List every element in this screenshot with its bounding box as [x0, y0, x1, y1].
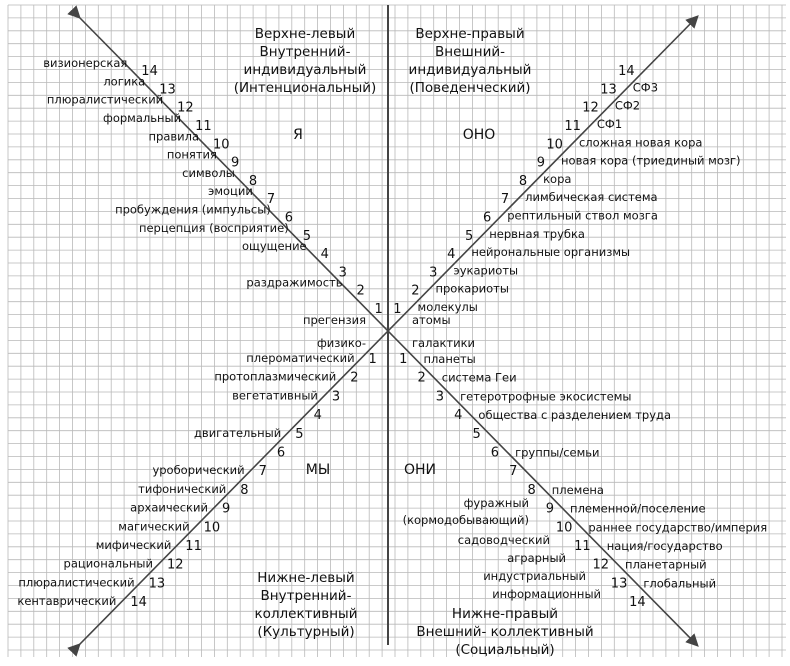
ll-number-12: 12 [166, 557, 184, 573]
lr-number-13: 13 [610, 576, 628, 592]
lr-label-8: племена [551, 482, 604, 497]
ul-number-6: 6 [284, 210, 294, 226]
ur-number-7: 7 [500, 192, 510, 208]
ul-label-5: перцепция (восприятие) [138, 220, 289, 235]
ur-number-8: 8 [518, 173, 528, 189]
ll-label-10: магический [118, 519, 190, 534]
ul-number-14: 14 [141, 64, 158, 80]
ul-label-8: символы [182, 165, 235, 180]
lr-left-label-13: информационный [492, 587, 601, 601]
ur-label-12: СФ2 [614, 98, 641, 113]
ll-title-line-4: (Культурный) [257, 624, 355, 640]
lr-label-3: гетеротрофные экосистемы [460, 389, 632, 404]
lr-number-4: 4 [454, 408, 463, 424]
ur-label-10: сложная новая кора [578, 135, 703, 150]
ll-label-13: плюралистический [18, 575, 135, 590]
ll-number-6: 6 [276, 445, 286, 461]
lr-number-8: 8 [527, 482, 536, 498]
ul-label-4: ощущение [241, 239, 307, 254]
ll-label-12: рациональный [63, 556, 153, 571]
lr-pronoun: ОНИ [403, 462, 437, 478]
ur-number-5: 5 [465, 228, 474, 244]
ll-number-10: 10 [203, 520, 221, 536]
ur-label-11: СФ1 [596, 117, 623, 131]
ul-label-6: пробуждения (импульсы) [115, 202, 271, 217]
ur-title-line-2: Внешний- [435, 44, 505, 60]
lr-number-1: 1 [399, 352, 408, 367]
ll-number-1: 1 [368, 352, 377, 367]
ur-number-14: 14 [618, 64, 635, 80]
ul-number-7: 7 [266, 192, 276, 208]
ur-number-4: 4 [447, 247, 456, 263]
ul-label-12: плюралистический [46, 92, 164, 107]
lr-label-2: система Геи [441, 370, 517, 385]
ll-number-8: 8 [240, 482, 249, 498]
ur-label-4: нейрональные организмы [471, 245, 631, 260]
ul-label-13: логика [103, 74, 146, 89]
lr-label-10: раннее государство/империя [588, 520, 768, 535]
ur-number-12: 12 [582, 100, 599, 116]
ur-title-line-1: Верхне-правый [415, 26, 525, 42]
lr-left-label-9b: (кормодобывающий) [402, 513, 529, 527]
ll-label-11: мифический [95, 538, 172, 552]
ur-label-7: лимбическая система [525, 190, 658, 205]
lr-left-label-10: садоводческий [457, 533, 550, 547]
lr-left-label-11: аграрный [507, 551, 566, 565]
ll-label-7: уроборический [152, 463, 245, 478]
ul-number-3: 3 [338, 265, 347, 281]
ul-label-11: формальный [103, 111, 182, 125]
lr-number-12: 12 [592, 557, 610, 573]
ul-label-10: правила [148, 129, 200, 144]
ul-label-9: понятия [166, 147, 217, 162]
ul-title-line-4: (Интенциональный) [233, 80, 377, 96]
ul-pronoun: Я [293, 127, 303, 143]
ur-number-2: 2 [411, 283, 420, 299]
lr-extra-label: галактики [412, 336, 476, 350]
lr-number-6: 6 [490, 445, 500, 461]
lr-number-7: 7 [509, 464, 518, 480]
ur-title-line-3: индивидуальный [408, 62, 532, 78]
ul-number-11: 11 [195, 119, 212, 134]
ur-label-5: нервная трубка [489, 226, 585, 241]
ul-label-2: раздражимость [246, 275, 343, 290]
lr-number-5: 5 [472, 426, 481, 442]
ll-title-line-2: Внутренний- [260, 588, 352, 604]
ll-label-14: кентаврический [17, 594, 117, 609]
lr-title-line-1: Нижне-правый [451, 606, 559, 622]
lr-number-3: 3 [435, 389, 445, 405]
ur-number-11: 11 [564, 119, 581, 134]
lr-number-10: 10 [555, 520, 573, 536]
ur-number-3: 3 [429, 265, 438, 281]
ul-number-13: 13 [159, 82, 176, 98]
ll-label-9: архаический [130, 500, 208, 515]
ul-label-14: визионерская [43, 56, 128, 71]
ll-number-13: 13 [148, 576, 166, 592]
ul-number-12: 12 [177, 100, 194, 116]
lr-label-4: общества с разделением труда [478, 408, 672, 423]
ur-label-9: новая кора (триединый мозг) [561, 153, 741, 168]
lr-number-9: 9 [545, 501, 555, 517]
ll-number-3: 3 [331, 389, 341, 405]
ll-label-1: плероматический [246, 351, 355, 365]
ul-number-1: 1 [374, 302, 383, 317]
lr-label-12: планетарный [625, 557, 707, 572]
ul-number-10: 10 [213, 137, 230, 153]
lr-number-11: 11 [574, 539, 591, 554]
ur-label-1: молекулы [417, 300, 478, 314]
ur-number-1: 1 [393, 302, 402, 317]
ur-title-line-4: (Поведенческий) [409, 80, 531, 96]
ur-label-13: СФ3 [632, 80, 659, 95]
ul-number-5: 5 [302, 228, 311, 244]
lr-title-line-2: Внешний- коллективный [416, 624, 594, 640]
lr-left-label-9: фуражный [463, 496, 529, 510]
ur-label-2: прокариоты [435, 281, 509, 296]
ul-number-8: 8 [248, 173, 258, 189]
ur-label-3: эукариоты [453, 263, 519, 278]
ur-number-9: 9 [536, 155, 546, 171]
ul-title-line-2: Внутренний- [259, 44, 351, 60]
ll-label-3: вегетативный [232, 388, 318, 403]
ll-extra-label: физико- [316, 336, 366, 350]
ll-title-line-1: Нижне-левый [257, 570, 355, 586]
ll-number-2: 2 [350, 370, 359, 386]
axis-items [17, 56, 767, 610]
ul-number-9: 9 [230, 155, 240, 171]
ll-title-line-3: коллективный [254, 606, 358, 622]
lr-label-11: нация/государство [606, 539, 723, 553]
center-label-right: атомы [412, 313, 451, 327]
ur-number-6: 6 [482, 210, 492, 226]
ll-number-9: 9 [221, 501, 231, 517]
ul-number-4: 4 [320, 247, 329, 263]
lr-title-line-3: (Социальный) [455, 642, 555, 658]
lr-label-13: глобальный [643, 576, 717, 591]
ul-title-line-3: индивидуальный [243, 62, 367, 78]
ll-number-14: 14 [130, 595, 147, 611]
lr-label-9: племенной/поселение [570, 501, 706, 516]
ul-label-7: эмоции [208, 184, 253, 199]
ll-label-5: двигательный [193, 425, 282, 440]
ll-pronoun: МЫ [305, 462, 331, 478]
lr-left-label-12: индустриальный [483, 569, 586, 583]
ll-number-11: 11 [185, 539, 202, 554]
ll-label-8: тифонический [138, 481, 227, 496]
ur-number-13: 13 [600, 82, 617, 98]
ul-title-line-1: Верхне-левый [254, 26, 356, 42]
ll-number-4: 4 [313, 408, 322, 424]
center-label-left: прегензия [302, 313, 366, 327]
ur-pronoun: ОНО [462, 127, 496, 143]
ll-number-7: 7 [258, 464, 267, 480]
ur-label-6: рептильный ствол мозга [507, 208, 658, 223]
ur-number-10: 10 [546, 137, 563, 153]
ll-number-5: 5 [295, 426, 304, 442]
ur-label-8: кора [543, 171, 572, 186]
lr-number-14: 14 [629, 595, 646, 611]
ll-label-2: протоплазмический [214, 369, 337, 384]
lr-number-2: 2 [417, 370, 426, 386]
ul-number-2: 2 [356, 283, 365, 299]
lr-label-6: группы/семьи [515, 445, 600, 460]
lr-label-1: планеты [423, 352, 476, 366]
